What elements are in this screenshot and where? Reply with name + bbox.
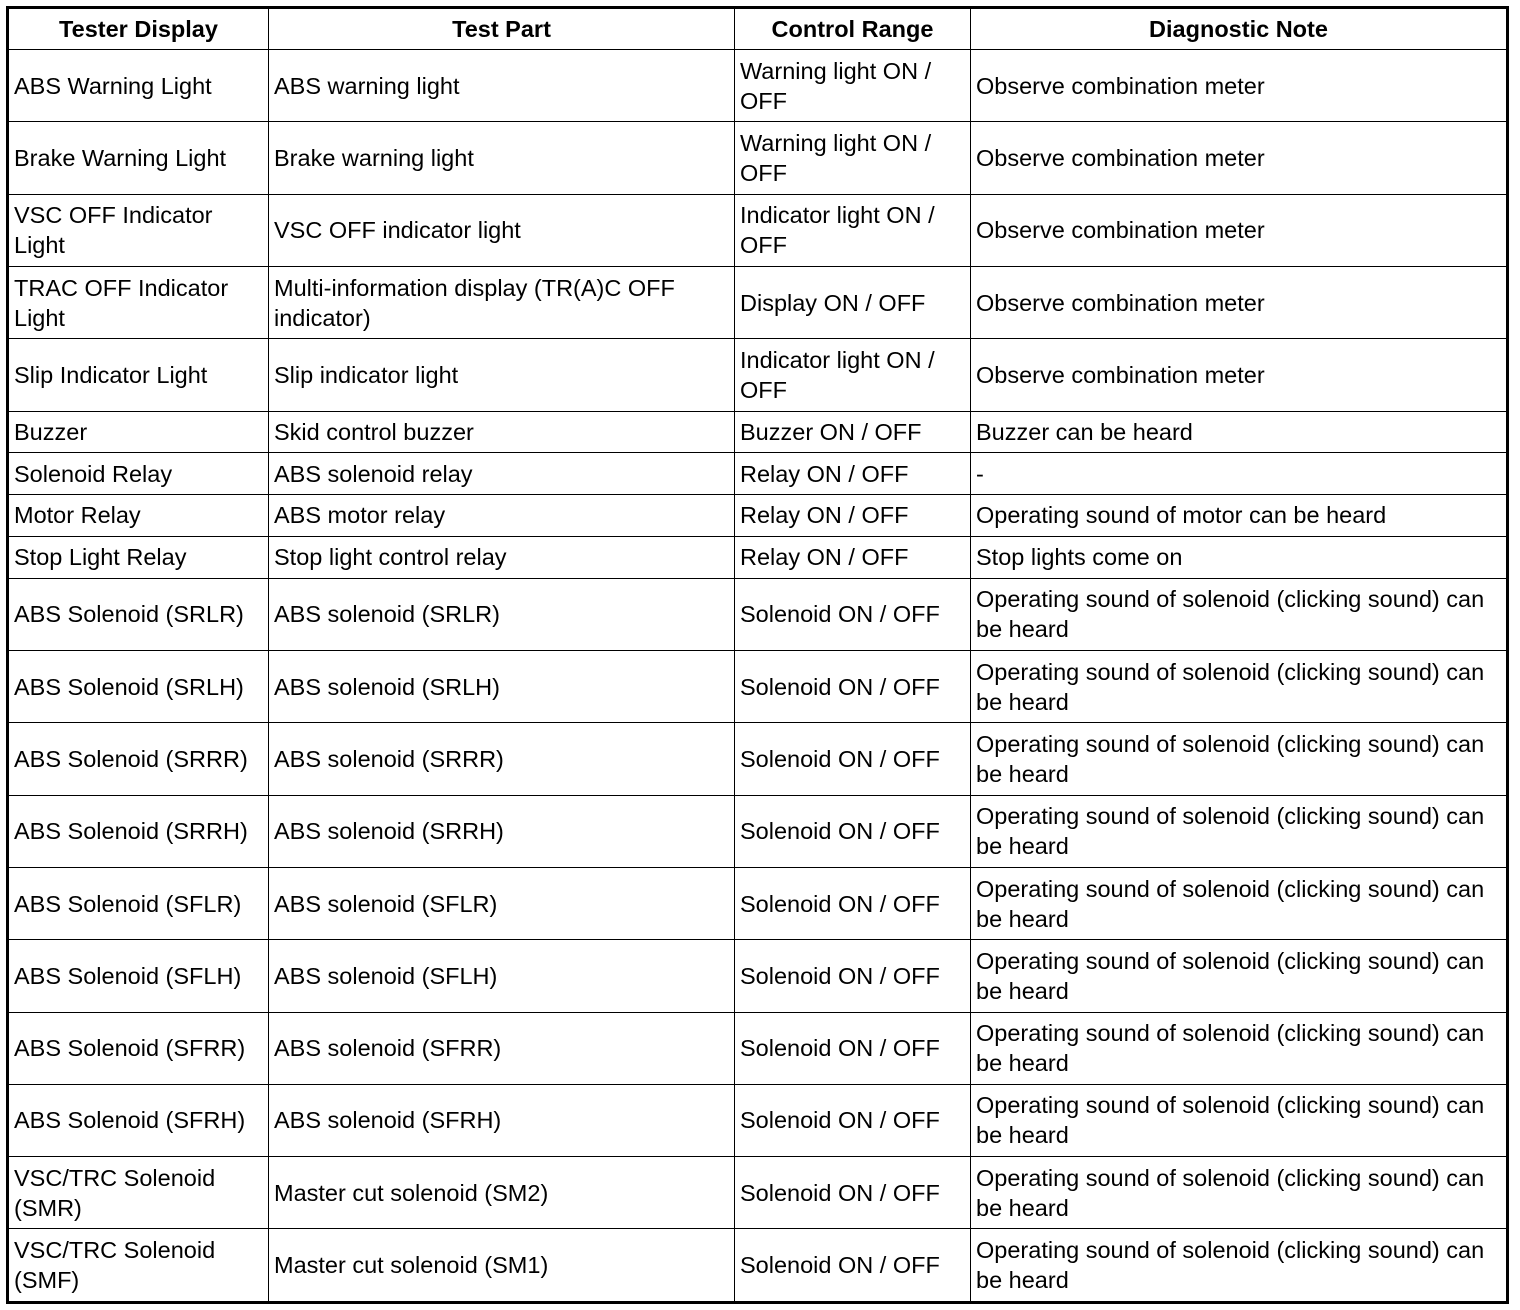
cell-control-range: Warning light ON / OFF [735,50,971,122]
table-row [8,795,1508,867]
table-row [8,339,1508,411]
cell-control-range: Solenoid ON / OFF [735,940,971,1012]
table-row [8,1229,1508,1303]
header-row [8,8,1508,50]
header-control-range: Control Range [735,8,971,50]
cell-control-range: Solenoid ON / OFF [735,723,971,795]
active-test-table [6,6,1509,1304]
cell-control-range: Indicator light ON / OFF [735,339,971,411]
cell-diagnostic-note: Operating sound of motor can be heard [971,495,1508,537]
cell-tester-display: ABS Solenoid (SRRR) [8,723,269,795]
cell-test-part: Brake warning light [269,122,735,194]
cell-tester-display: Motor Relay [8,495,269,537]
cell-control-range: Relay ON / OFF [735,453,971,495]
cell-control-range: Solenoid ON / OFF [735,867,971,939]
cell-diagnostic-note: Operating sound of solenoid (clicking sound) can be heard [971,1157,1508,1229]
cell-tester-display: ABS Solenoid (SRLR) [8,578,269,650]
cell-tester-display: Solenoid Relay [8,453,269,495]
table-row [8,536,1508,578]
cell-test-part: Stop light control relay [269,536,735,578]
table-row [8,1012,1508,1084]
table-row [8,867,1508,939]
cell-diagnostic-note: Operating sound of solenoid (clicking sound) can be heard [971,1229,1508,1303]
header-test-part: Test Part [269,8,735,50]
cell-control-range: Solenoid ON / OFF [735,1084,971,1156]
table-row [8,650,1508,722]
table-row [8,723,1508,795]
cell-control-range: Solenoid ON / OFF [735,578,971,650]
cell-tester-display: VSC/TRC Solenoid (SMR) [8,1157,269,1229]
cell-diagnostic-note: Operating sound of solenoid (clicking sound) can be heard [971,1012,1508,1084]
cell-tester-display: VSC OFF Indicator Light [8,194,269,266]
cell-tester-display: ABS Solenoid (SRLH) [8,650,269,722]
cell-test-part: ABS solenoid relay [269,453,735,495]
cell-control-range: Solenoid ON / OFF [735,1157,971,1229]
cell-test-part: ABS solenoid (SFRH) [269,1084,735,1156]
cell-tester-display: ABS Solenoid (SFRR) [8,1012,269,1084]
cell-diagnostic-note: Stop lights come on [971,536,1508,578]
cell-diagnostic-note: - [971,453,1508,495]
cell-control-range: Display ON / OFF [735,266,971,338]
cell-control-range: Indicator light ON / OFF [735,194,971,266]
cell-tester-display: ABS Solenoid (SFLH) [8,940,269,1012]
cell-diagnostic-note: Observe combination meter [971,50,1508,122]
cell-control-range: Solenoid ON / OFF [735,795,971,867]
cell-diagnostic-note: Operating sound of solenoid (clicking sound) can be heard [971,578,1508,650]
table-row [8,495,1508,537]
cell-tester-display: Brake Warning Light [8,122,269,194]
table-header [8,8,1508,50]
cell-tester-display: ABS Warning Light [8,50,269,122]
table-body [8,50,1508,1303]
cell-test-part: ABS motor relay [269,495,735,537]
cell-tester-display: ABS Solenoid (SRRH) [8,795,269,867]
table-row [8,1157,1508,1229]
cell-tester-display: ABS Solenoid (SFLR) [8,867,269,939]
header-diagnostic-note: Diagnostic Note [971,8,1508,50]
cell-diagnostic-note: Operating sound of solenoid (clicking sound) can be heard [971,1084,1508,1156]
cell-diagnostic-note: Observe combination meter [971,339,1508,411]
cell-diagnostic-note: Observe combination meter [971,122,1508,194]
cell-control-range: Relay ON / OFF [735,536,971,578]
cell-test-part: ABS solenoid (SFLR) [269,867,735,939]
table-row [8,453,1508,495]
cell-diagnostic-note: Operating sound of solenoid (clicking sound) can be heard [971,650,1508,722]
table-row [8,1084,1508,1156]
table-row [8,122,1508,194]
cell-tester-display: Slip Indicator Light [8,339,269,411]
cell-tester-display: ABS Solenoid (SFRH) [8,1084,269,1156]
table-row [8,411,1508,453]
cell-tester-display: Stop Light Relay [8,536,269,578]
cell-test-part: VSC OFF indicator light [269,194,735,266]
cell-control-range: Warning light ON / OFF [735,122,971,194]
cell-diagnostic-note: Operating sound of solenoid (clicking sound) can be heard [971,795,1508,867]
cell-tester-display: VSC/TRC Solenoid (SMF) [8,1229,269,1303]
table-row [8,940,1508,1012]
cell-test-part: Skid control buzzer [269,411,735,453]
cell-test-part: Master cut solenoid (SM2) [269,1157,735,1229]
table-row [8,266,1508,338]
cell-test-part: Master cut solenoid (SM1) [269,1229,735,1303]
cell-test-part: Multi-information display (TR(A)C OFF indicator) [269,266,735,338]
table-row [8,578,1508,650]
cell-control-range: Relay ON / OFF [735,495,971,537]
cell-diagnostic-note: Operating sound of solenoid (clicking sound) can be heard [971,867,1508,939]
cell-control-range: Solenoid ON / OFF [735,650,971,722]
table-row [8,194,1508,266]
cell-test-part: Slip indicator light [269,339,735,411]
header-tester-display: Tester Display [8,8,269,50]
cell-test-part: ABS solenoid (SRLH) [269,650,735,722]
cell-test-part: ABS warning light [269,50,735,122]
cell-control-range: Buzzer ON / OFF [735,411,971,453]
cell-tester-display: Buzzer [8,411,269,453]
cell-test-part: ABS solenoid (SFRR) [269,1012,735,1084]
cell-control-range: Solenoid ON / OFF [735,1229,971,1303]
cell-diagnostic-note: Operating sound of solenoid (clicking sound) can be heard [971,723,1508,795]
cell-test-part: ABS solenoid (SRLR) [269,578,735,650]
cell-test-part: ABS solenoid (SFLH) [269,940,735,1012]
cell-test-part: ABS solenoid (SRRR) [269,723,735,795]
cell-test-part: ABS solenoid (SRRH) [269,795,735,867]
table-row [8,50,1508,122]
cell-diagnostic-note: Observe combination meter [971,194,1508,266]
cell-diagnostic-note: Operating sound of solenoid (clicking sound) can be heard [971,940,1508,1012]
cell-diagnostic-note: Observe combination meter [971,266,1508,338]
cell-diagnostic-note: Buzzer can be heard [971,411,1508,453]
cell-control-range: Solenoid ON / OFF [735,1012,971,1084]
cell-tester-display: TRAC OFF Indicator Light [8,266,269,338]
